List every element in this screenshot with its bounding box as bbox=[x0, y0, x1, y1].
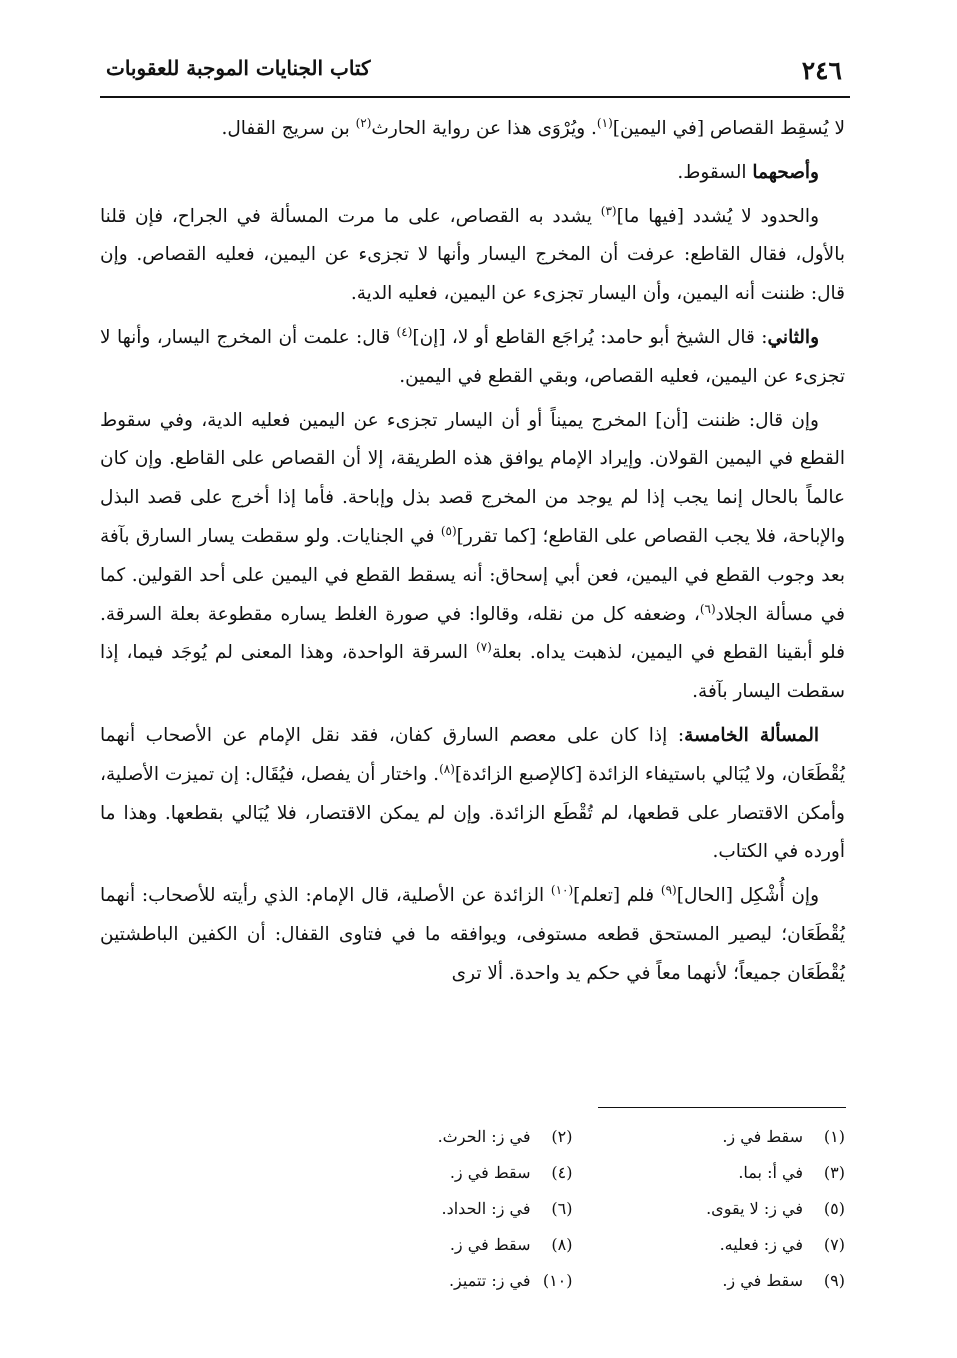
footnote bbox=[573, 1235, 846, 1254]
footnote-number: (٦) bbox=[551, 1198, 573, 1218]
footnote-ref: (٥) bbox=[440, 523, 457, 538]
text-run: في الجنايات. ولو سقطت يسار السارق بآفة بعد وجوب القطع في اليمين، فعن أبي إسحاق: أنه يسقط القطع في اليمين على أحد القولين. كما في مسألة الجلاد bbox=[100, 525, 846, 625]
footnote-row bbox=[300, 1154, 845, 1190]
text-run: ، وضعفه كل من نقله، وقالوا: في صورة الغلط يساره مقطوعة بعلة السرقة. فلو أبقينا القطع في اليمين، لذهبت يداه. بعلة bbox=[100, 603, 845, 664]
footnote bbox=[300, 1271, 573, 1290]
footnote-number: (١٠) bbox=[542, 1270, 573, 1290]
bold-term: المسألة الخامسة bbox=[684, 724, 819, 746]
footnote-text: في ز: لا يقوى. bbox=[706, 1198, 803, 1218]
footnote-text: في ز: الحداد. bbox=[441, 1198, 531, 1218]
text-run: السقوط. bbox=[677, 161, 753, 183]
footnote bbox=[573, 1127, 846, 1146]
footnote bbox=[300, 1199, 573, 1218]
footnote-ref: (١٠) bbox=[550, 882, 574, 897]
paragraph-6 bbox=[100, 717, 845, 872]
footnote-text: في أ: بما. bbox=[738, 1162, 803, 1182]
text-run: . ويُرْوَى هذا عن رواية الحارث bbox=[371, 118, 597, 139]
text-run: السرقة الواحدة، وهذا المعنى لم يُوجَد فيما، إذا سقطت اليسار بآفة. bbox=[100, 642, 845, 703]
bold-term: وأصحهما bbox=[752, 161, 819, 183]
footnote bbox=[300, 1235, 573, 1254]
footnote-ref: (٩) bbox=[660, 882, 677, 897]
page-header bbox=[100, 44, 850, 98]
footnote bbox=[300, 1127, 573, 1146]
paragraph-7 bbox=[100, 877, 845, 993]
footnote-text: سقط في ز. bbox=[722, 1126, 803, 1146]
text-run: والحدود لا يُشدد [فيها ما] bbox=[616, 205, 820, 227]
footnote-number: (١) bbox=[823, 1126, 845, 1146]
footnote-number: (٨) bbox=[551, 1234, 573, 1254]
footnote-ref: (٦) bbox=[699, 601, 716, 616]
footnote-ref: (١) bbox=[596, 115, 613, 130]
footnote-row bbox=[300, 1190, 845, 1226]
footnote-row bbox=[300, 1118, 845, 1154]
text-run: : إذا كان على معصم السارق كفان، فقد نقل الإمام عن الأصحاب أنهما يُقْطَعَان، ولا يُبَالي باستيفاء الزائدة [كالإصبع الزائدة] bbox=[100, 724, 845, 785]
footnote-number: (٢) bbox=[551, 1126, 573, 1146]
footnote-ref: (٨) bbox=[439, 761, 455, 776]
paragraph-5 bbox=[100, 402, 845, 712]
footnote-ref: (٣) bbox=[600, 203, 617, 218]
footnote-text: سقط في ز. bbox=[449, 1234, 531, 1254]
text-run: . واختار أن يفصل، فيُقَال: إن تميزت الأصلية، وأمكن الاقتصار على قطعها، لم تُقْطَع الزائدة. وإن لم يمكن الاقتصار، فلا يُبَالي بقطعها. وهذا ما أورده في الكتاب. bbox=[100, 763, 845, 863]
text-run: بن سريج القفال. bbox=[221, 118, 356, 139]
footnote-text: في ز: الحرث. bbox=[437, 1126, 531, 1146]
footnote-text: في ز: فعليه. bbox=[719, 1234, 803, 1254]
running-title: كتاب الجنايات الموجبة للعقوبات bbox=[106, 56, 371, 80]
footnote-number: (٧) bbox=[823, 1234, 845, 1254]
page-number: ٢٤٦ bbox=[801, 56, 842, 85]
footnote-number: (٥) bbox=[823, 1198, 845, 1218]
footnote-text: سقط في ز. bbox=[722, 1270, 803, 1290]
paragraph-4 bbox=[100, 319, 845, 397]
footnote bbox=[573, 1163, 846, 1182]
footnote bbox=[573, 1199, 846, 1218]
paragraph-3 bbox=[100, 198, 845, 314]
paragraph-1 bbox=[100, 110, 845, 149]
footnote-ref: (٢) bbox=[355, 115, 372, 130]
text-run: فلم [تعلم] bbox=[573, 885, 661, 907]
footnote-number: (٤) bbox=[551, 1162, 573, 1182]
text-run: وإن أُشْكِل [الحال] bbox=[676, 885, 820, 907]
footnote-ref: (٤) bbox=[396, 324, 413, 339]
footnote-number: (٩) bbox=[823, 1270, 845, 1290]
text-run: الزائدة عن الأصلية، قال الإمام: الذي رأيته للأصحاب: أنهما يُقْطَعَان؛ ليصير المستحق قطعه مستوفى، ويوافقه ما في فتاوى القفال: أن الكفين الباطشتين يُقْطَعَان جميعاً؛ لأنهما معاً في حكم يد واحدة. ألا ترى bbox=[100, 885, 845, 984]
text-run: يشدد به القصاص، على ما مرت المسألة في الجراح، فإن قلنا بالأول، فقال القاطع: عرفت أن المخرج اليسار وأنها لا تجزىء عن اليمين، فعليه القصاص. وإن قال: ظننت أنه اليمين، وأن اليسار تجزىء عن اليمين، فعليه الدية. bbox=[100, 205, 845, 305]
footnote-number: (٣) bbox=[823, 1162, 845, 1182]
footnotes bbox=[300, 1118, 845, 1298]
footnote-separator bbox=[598, 1107, 846, 1108]
footnote-row bbox=[300, 1226, 845, 1262]
bold-term: والثاني bbox=[767, 326, 819, 348]
main-text bbox=[100, 110, 845, 999]
text-run: قال: علمت أن المخرج اليسار، وأنها لا تجزىء عن اليمين، فعليه القصاص، وبقي القطع في اليمين. bbox=[100, 326, 845, 387]
paragraph-2 bbox=[100, 154, 845, 193]
footnote-ref: (٧) bbox=[476, 640, 492, 655]
text-run: وإن قال: ظننت [أن] المخرج يميناً أو أن اليسار تجزىء عن اليمين فعليه الدية، وفي سقوط القطع في اليمين القولان. وإيراد الإمام يوافق هذه الطريقة، إلا أن القصاص على القاطع. وإن كان عالماً بالحال إنما يجب إذا لم يوجد من المخرج قصد بذل وإباحة. فأما إذا أخرج على قصد البذل والإباحة، فلا يجب القصاص على القاطع؛ [كما تقرر] bbox=[100, 409, 845, 547]
footnote bbox=[300, 1163, 573, 1182]
text-run: : قال الشيخ أبو حامد: يُراجَع القاطع أو لا، [إن] bbox=[412, 326, 768, 348]
footnote bbox=[573, 1271, 846, 1290]
footnote-text: سقط في ز. bbox=[449, 1162, 531, 1182]
footnote-text: في ز: تتميز. bbox=[448, 1270, 531, 1290]
text-run: لا يُسقِط القصاص [في اليمين] bbox=[612, 118, 845, 139]
footnote-row bbox=[300, 1262, 845, 1298]
